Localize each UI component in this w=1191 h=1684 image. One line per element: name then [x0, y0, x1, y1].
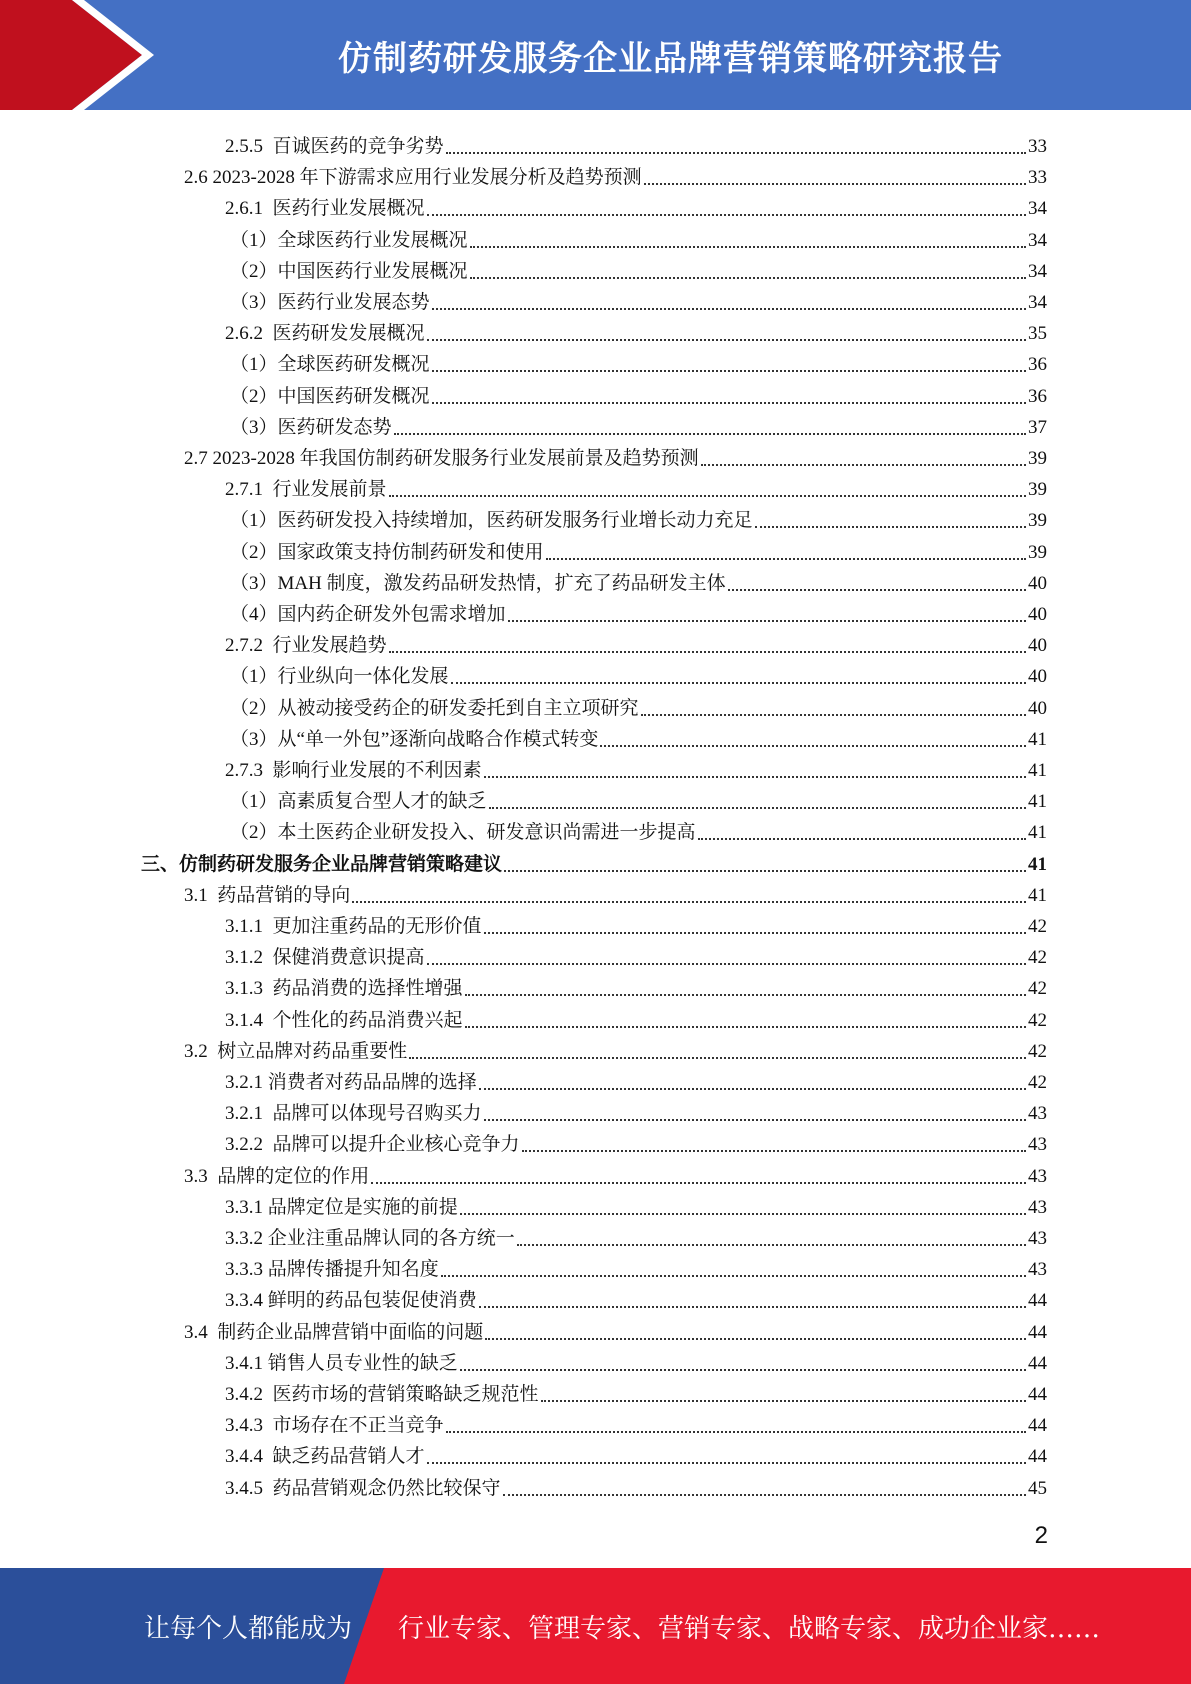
toc-entry-title: 2.7.1 行业发展前景: [225, 479, 387, 501]
toc-leader-dots: [701, 463, 1026, 466]
toc-leader-dots: [394, 432, 1026, 435]
toc-entry[interactable]: [230, 409, 1047, 440]
toc-leader-dots: [504, 869, 1026, 872]
toc-entry-title: 2.7.2 行业发展趋势: [225, 635, 387, 657]
toc-entry-page: 34: [1028, 198, 1047, 220]
toc-entry-page: 41: [1028, 728, 1047, 750]
toc-entry-title: 3.3.1 品牌定位是实施的前提: [225, 1196, 458, 1218]
footer-slogan-right: 行业专家、管理专家、营销专家、战略专家、成功企业家……: [398, 1613, 1101, 1644]
toc-leader-dots: [484, 1118, 1026, 1121]
toc-entry-title: 3.1.1 更加注重药品的无形价值: [225, 916, 482, 937]
toc-leader-dots: [644, 182, 1026, 185]
toc-entry[interactable]: [230, 658, 1047, 689]
toc-entry-title: 3.4.3 市场存在不正当竞争: [225, 1415, 444, 1437]
toc-entry[interactable]: [225, 908, 1047, 939]
toc-entry-page: 43: [1028, 1165, 1047, 1187]
toc-entry[interactable]: [230, 346, 1047, 377]
toc-entry-page: 44: [1028, 1290, 1047, 1312]
toc-entry-page: 37: [1028, 416, 1047, 438]
toc-entry-title: 3.1.2 保健消费意识提高: [225, 947, 425, 969]
toc-entry-title: （2）中国医药行业发展概况: [230, 260, 468, 282]
toc-entry-page: 34: [1028, 292, 1047, 313]
header-chevron-decoration: [0, 0, 160, 110]
toc-entry[interactable]: [225, 1095, 1047, 1126]
toc-entry-title: 3.2.2 品牌可以提升企业核心竞争力: [225, 1134, 520, 1156]
toc-entry-title: 2.7.3 影响行业发展的不利因素: [225, 760, 482, 781]
toc-entry-page: 40: [1028, 572, 1047, 594]
page-number: 2: [1034, 1522, 1048, 1549]
toc-entry[interactable]: [225, 128, 1047, 159]
toc-entry-title: 3.2.1 消费者对药品品牌的选择: [225, 1072, 477, 1093]
toc-leader-dots: [427, 338, 1026, 341]
toc-entry-page: 40: [1028, 635, 1047, 657]
toc-entry-page: 44: [1028, 1415, 1047, 1437]
toc-leader-dots: [546, 557, 1026, 560]
toc-entry[interactable]: [225, 1407, 1047, 1438]
toc-leader-dots: [389, 650, 1026, 653]
toc-leader-dots: [389, 494, 1026, 497]
toc-entry[interactable]: [225, 752, 1047, 783]
toc-entry-page: 43: [1028, 1134, 1047, 1156]
toc-entry[interactable]: [230, 378, 1047, 409]
toc-entry[interactable]: [225, 1220, 1047, 1251]
toc-leader-dots: [432, 307, 1026, 310]
toc-entry-page: 43: [1028, 1228, 1047, 1249]
toc-entry-page: 34: [1028, 229, 1047, 251]
toc-leader-dots: [427, 213, 1026, 216]
toc-entry-page: 41: [1028, 822, 1047, 844]
toc-entry[interactable]: [225, 315, 1047, 346]
toc-entry-title: 2.7 2023-2028 年我国仿制药研发服务行业发展前景及趋势预测: [184, 448, 699, 469]
toc-entry[interactable]: [230, 814, 1047, 845]
toc-entry-page: 39: [1028, 510, 1047, 532]
toc-entry[interactable]: [225, 471, 1047, 502]
report-title: 仿制药研发服务企业品牌营销策略研究报告: [338, 38, 1003, 79]
toc-entry-title: 3.4.2 医药市场的营销策略缺乏规范性: [225, 1384, 539, 1405]
toc-entry[interactable]: [225, 1438, 1047, 1469]
toc-entry-title: （2）本土医药企业研发投入、研发意识尚需进一步提高: [230, 822, 696, 844]
toc-entry[interactable]: [225, 1002, 1047, 1033]
toc-entry-page: 33: [1028, 167, 1047, 189]
toc-entry-page: 45: [1028, 1477, 1047, 1499]
toc-entry-page: 41: [1028, 760, 1047, 781]
toc-entry[interactable]: [225, 1282, 1047, 1313]
toc-entry-page: 39: [1028, 541, 1047, 563]
toc-entry-page: 41: [1028, 884, 1047, 906]
toc-entry[interactable]: [225, 627, 1047, 658]
toc-entry[interactable]: [230, 783, 1047, 814]
toc-entry-title: （3）医药行业发展态势: [230, 292, 430, 313]
toc-entry-page: 42: [1028, 1072, 1047, 1093]
toc-entry-title: 3.2.1 品牌可以体现号召购买力: [225, 1103, 482, 1125]
toc-entry-page: 44: [1028, 1446, 1047, 1468]
toc-entry-title: （1）高素质复合型人才的缺乏: [230, 791, 487, 813]
toc-entry[interactable]: [230, 690, 1047, 721]
toc-entry-title: （1）全球医药行业发展概况: [230, 229, 468, 251]
page-footer: [0, 1568, 1191, 1684]
toc-entry[interactable]: [230, 253, 1047, 284]
toc-entry-title: 2.6 2023-2028 年下游需求应用行业发展分析及趋势预测: [184, 167, 642, 189]
toc-entry-title: 3.4.4 缺乏药品营销人才: [225, 1446, 425, 1468]
toc-leader-dots: [352, 900, 1026, 903]
toc-entry-page: 44: [1028, 1321, 1047, 1343]
toc-entry-title: （3）医药研发态势: [230, 416, 392, 438]
toc-entry[interactable]: [184, 1158, 1047, 1189]
toc-entry-page: 42: [1028, 947, 1047, 969]
toc-entry-title: 三、仿制药研发服务企业品牌营销策略建议: [141, 853, 503, 875]
toc-entry-title: （3）MAH 制度，激发药品研发热情，扩充了药品研发主体: [230, 572, 726, 594]
toc-entry[interactable]: [230, 284, 1047, 315]
toc-entry-title: 2.6.2 医药研发发展概况: [225, 323, 425, 345]
toc-leader-dots: [371, 1181, 1026, 1184]
toc-entry-page: 36: [1028, 385, 1047, 407]
toc-entry-page: 33: [1028, 136, 1047, 157]
toc-leader-dots: [409, 1056, 1026, 1059]
toc-entry-title: 3.4.1 销售人员专业性的缺乏: [225, 1352, 458, 1374]
toc-entry[interactable]: [225, 1376, 1047, 1407]
toc-leader-dots: [479, 1305, 1026, 1308]
toc-leader-dots: [432, 369, 1026, 372]
toc-entry-page: 41: [1028, 791, 1047, 813]
toc-leader-dots: [479, 1087, 1026, 1090]
toc-entry[interactable]: [184, 1314, 1047, 1345]
toc-entry[interactable]: [230, 502, 1047, 533]
toc-entry[interactable]: [184, 440, 1047, 471]
toc-leader-dots: [489, 806, 1026, 809]
toc-leader-dots: [600, 744, 1026, 747]
toc-leader-dots: [541, 1399, 1026, 1402]
toc-leader-dots: [641, 713, 1026, 716]
toc-entry-page: 41: [1028, 853, 1047, 875]
toc-entry-title: （2）国家政策支持仿制药研发和使用: [230, 541, 544, 563]
toc-entry[interactable]: [225, 1470, 1047, 1501]
toc-leader-dots: [451, 681, 1026, 684]
toc-leader-dots: [470, 245, 1026, 248]
toc-leader-dots: [465, 993, 1026, 996]
toc-entry[interactable]: [225, 1345, 1047, 1376]
toc-entry[interactable]: [225, 1189, 1047, 1220]
toc-entry-title: 3.3.3 品牌传播提升知名度: [225, 1259, 439, 1281]
toc-entry[interactable]: [225, 1064, 1047, 1095]
toc-entry-title: （3）从“单一外包”逐渐向战略合作模式转变: [230, 728, 599, 750]
toc-entry-page: 43: [1028, 1196, 1047, 1218]
toc-entry-page: 40: [1028, 604, 1047, 625]
toc-leader-dots: [432, 401, 1026, 404]
toc-leader-dots: [698, 837, 1026, 840]
toc-entry-page: 42: [1028, 916, 1047, 937]
toc-entry-page: 43: [1028, 1259, 1047, 1281]
toc-entry-title: （4）国内药企研发外包需求增加: [230, 604, 506, 625]
toc-entry-page: 44: [1028, 1352, 1047, 1374]
toc-entry[interactable]: [230, 565, 1047, 596]
toc-entry-page: 40: [1028, 697, 1047, 719]
toc-entry-page: 39: [1028, 448, 1047, 469]
toc-entry-title: 3.3 品牌的定位的作用: [184, 1165, 370, 1187]
toc-leader-dots: [508, 619, 1026, 622]
toc-entry-title: 3.3.2 企业注重品牌认同的各方统一: [225, 1228, 515, 1249]
toc-entry-title: 3.2 树立品牌对药品重要性: [184, 1040, 408, 1062]
toc-leader-dots: [484, 931, 1026, 934]
toc-leader-dots: [460, 1368, 1026, 1371]
toc-entry-title: 3.4.5 药品营销观念仍然比较保守: [225, 1477, 501, 1499]
toc-entry-title: 3.1 药品营销的导向: [184, 884, 351, 906]
toc-entry-title: 2.6.1 医药行业发展概况: [225, 198, 425, 220]
toc-leader-dots: [522, 1149, 1026, 1152]
toc-leader-dots: [441, 1274, 1026, 1277]
toc-entry-title: 3.1.4 个性化的药品消费兴起: [225, 1009, 463, 1031]
toc-leader-dots: [755, 525, 1026, 528]
toc-entry-page: 43: [1028, 1103, 1047, 1125]
toc-entry-title: （1）行业纵向一体化发展: [230, 666, 449, 688]
toc-entry[interactable]: [225, 970, 1047, 1001]
toc-entry[interactable]: [225, 939, 1047, 970]
toc-entry[interactable]: [230, 721, 1047, 752]
toc-entry[interactable]: [225, 1126, 1047, 1157]
toc-entry-title: （1）医药研发投入持续增加，医药研发服务行业增长动力充足: [230, 510, 753, 532]
toc-entry[interactable]: [230, 222, 1047, 253]
toc-leader-dots: [460, 1212, 1026, 1215]
toc-entry-page: 35: [1028, 323, 1047, 345]
toc-leader-dots: [728, 588, 1026, 591]
toc-leader-dots: [465, 1025, 1026, 1028]
toc-entry[interactable]: [230, 596, 1047, 627]
toc-entry[interactable]: [184, 159, 1047, 190]
toc-entry-page: 42: [1028, 1040, 1047, 1062]
toc-leader-dots: [484, 775, 1026, 778]
toc-entry-page: 34: [1028, 260, 1047, 282]
toc-entry[interactable]: [230, 534, 1047, 565]
toc-leader-dots: [470, 276, 1026, 279]
toc-leader-dots: [446, 1430, 1026, 1433]
toc-entry[interactable]: [225, 1251, 1047, 1282]
toc-entry-title: 3.3.4 鲜明的药品包装促使消费: [225, 1290, 477, 1312]
toc-entry-page: 42: [1028, 978, 1047, 1000]
toc-leader-dots: [427, 1461, 1026, 1464]
toc-entry[interactable]: [225, 190, 1047, 221]
toc-leader-dots: [485, 1337, 1026, 1340]
footer-slogan-left: 让每个人都能成为: [144, 1613, 353, 1644]
toc-entry-title: 2.5.5 百诚医药的竞争劣势: [225, 136, 444, 157]
toc-entry-title: （1）全球医药研发概况: [230, 354, 430, 376]
toc-entry[interactable]: [184, 1033, 1047, 1064]
toc-entry-page: 40: [1028, 666, 1047, 688]
toc-entry[interactable]: [141, 846, 1047, 877]
toc-entry-page: 44: [1028, 1384, 1047, 1405]
toc-entry-title: （2）中国医药研发概况: [230, 385, 430, 407]
toc-leader-dots: [427, 962, 1026, 965]
toc-entry-title: （2）从被动接受药企的研发委托到自主立项研究: [230, 697, 639, 719]
toc-leader-dots: [517, 1243, 1026, 1246]
toc-entry-title: 3.1.3 药品消费的选择性增强: [225, 978, 463, 1000]
toc-entry[interactable]: [184, 877, 1047, 908]
toc-entry-page: 42: [1028, 1009, 1047, 1031]
toc-entry-title: 3.4 制药企业品牌营销中面临的问题: [184, 1321, 484, 1343]
toc-entry-page: 39: [1028, 479, 1047, 501]
toc-entry-page: 36: [1028, 354, 1047, 376]
toc-leader-dots: [446, 151, 1026, 154]
page-header: [0, 0, 1191, 110]
toc-leader-dots: [503, 1493, 1026, 1496]
